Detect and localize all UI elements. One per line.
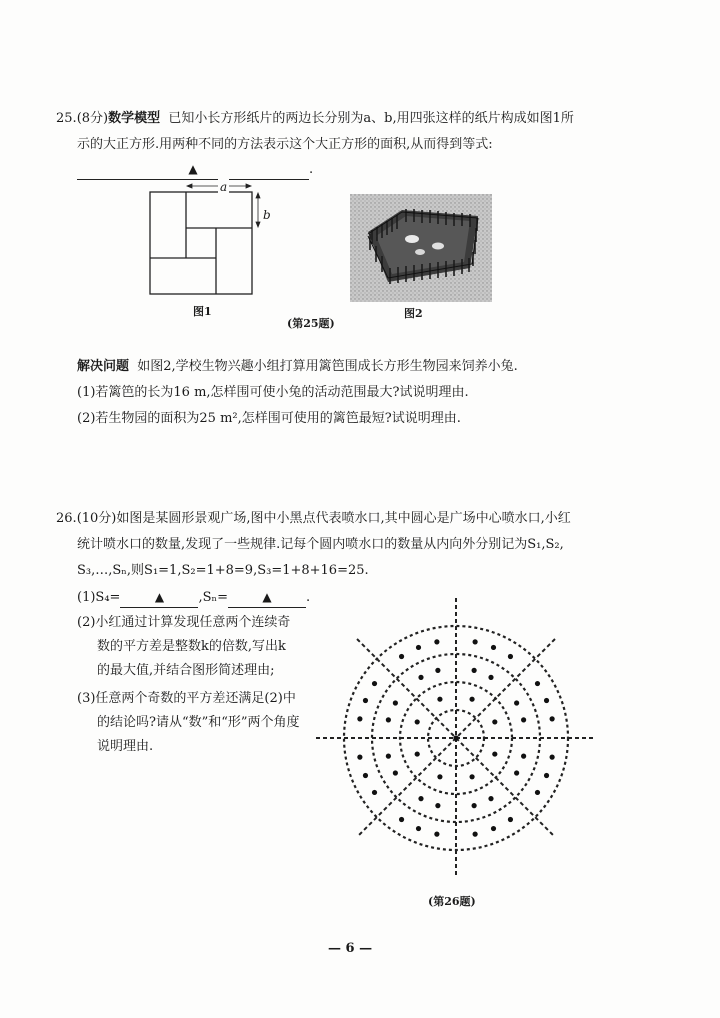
fountain-dot <box>544 698 549 703</box>
fountain-dot <box>488 796 493 801</box>
fountain-dot <box>437 697 442 702</box>
fountain-dot <box>544 773 549 778</box>
fountain-dot <box>469 697 474 702</box>
q26-text2: 统计喷水口的数量,发现了一些规律.记每个圆内喷水口的数量从内向外分别记为S₁,S₂, <box>77 537 564 552</box>
q26-sub1-end: . <box>306 590 311 605</box>
q25-answer-marker: ▲ <box>188 162 198 176</box>
q25-section2 <box>77 358 518 376</box>
q25-answer-blank <box>77 160 309 180</box>
q25-sub1: (1)若篱笆的长为16 m,怎样围可使小兔的活动范围最大?试说明理由. <box>77 385 469 400</box>
q25-text1: 已知小长方形纸片的两边长分别为a、b,用四张这样的纸片构成如图1所 <box>168 111 574 126</box>
fountain-dot <box>535 681 540 686</box>
fountain-dot <box>399 817 404 822</box>
fountain-dot <box>550 716 555 721</box>
fountain-dot <box>434 832 439 837</box>
fountain-dot <box>521 717 526 722</box>
q26-score: (10分) <box>76 511 117 526</box>
fountain-dot <box>491 826 496 831</box>
fountain-dot <box>418 675 423 680</box>
fountain-dot <box>472 803 477 808</box>
q25-figure2-enclosure <box>350 194 492 302</box>
q26-sub1 <box>77 588 310 608</box>
q26-text1: 如图是某圆形景观广场,图中小黑点代表喷水口,其中圆心是广场中心喷水口,小红 <box>116 511 571 526</box>
fig1-label-b: b <box>263 208 271 222</box>
fountain-dot <box>491 645 496 650</box>
fountain-dot <box>508 817 513 822</box>
q25-figure-caption: (第25题) <box>287 317 335 330</box>
q26-line1 <box>56 510 571 528</box>
q25-sub2: (2)若生物园的面积为25 m²,怎样围可使用的篱笆最短?试说明理由. <box>77 411 461 426</box>
q26-answer-marker-2: ▲ <box>262 590 272 604</box>
q26-sub1-s4: (1)S₄= <box>77 590 121 605</box>
q26-sub2-l3: 的最大值,并结合图形简述理由; <box>97 663 275 678</box>
q26-answer-marker-1: ▲ <box>154 590 165 604</box>
fountain-dot <box>386 754 391 759</box>
q25-section2-title: 解决问题 <box>77 359 130 374</box>
fountain-dot <box>372 681 377 686</box>
fountain-dot <box>492 751 497 756</box>
q26-sub1-blank2 <box>228 588 306 608</box>
fig1-label-a: a <box>220 180 228 194</box>
fountain-dot <box>453 735 458 740</box>
q25-answer-line <box>77 160 317 180</box>
fountain-dot <box>435 803 440 808</box>
fountain-dot <box>514 700 519 705</box>
fountain-dot <box>469 774 474 779</box>
fountain-dot <box>521 754 526 759</box>
page-number: — 6 — <box>328 941 373 956</box>
fountain-dot <box>488 675 493 680</box>
fountain-dot <box>357 716 362 721</box>
fountain-dot <box>415 719 420 724</box>
q25-line1 <box>56 110 574 128</box>
fountain-dot <box>386 717 391 722</box>
fountain-dot <box>437 774 442 779</box>
fountain-dot <box>473 832 478 837</box>
fountain-dot <box>492 719 497 724</box>
fountain-dot <box>473 639 478 644</box>
fountain-dot <box>435 668 440 673</box>
q26-figure-caption: (第26题) <box>428 895 476 908</box>
fountain-dot <box>363 698 368 703</box>
fountain-dot <box>535 790 540 795</box>
q26-sub2-l2: 数的平方差是整数k的倍数,写出k <box>97 639 286 654</box>
q26-number: 26. <box>56 511 77 526</box>
q25-number: 25. <box>56 111 77 126</box>
fountain-dot <box>399 654 404 659</box>
q25-score: (8分) <box>76 111 109 126</box>
fountain-dot <box>514 770 519 775</box>
fountain-dot <box>508 654 513 659</box>
fountain-dot <box>416 645 421 650</box>
q26-sub1-sn: ,Sₙ= <box>198 590 228 605</box>
fountain-dot <box>434 639 439 644</box>
fountain-dot <box>357 755 362 760</box>
q25-section2-text: 如图2,学校生物兴趣小组打算用篱笆围成长方形生物园来饲养小兔. <box>137 359 518 374</box>
fig1-outer-square <box>150 192 252 294</box>
q26-sub3-l3: 说明理由. <box>97 739 154 754</box>
fountain-dot <box>416 826 421 831</box>
fountain-dot <box>472 668 477 673</box>
q26-sub2-l1: (2)小红通过计算发现任意两个连续奇 <box>77 615 291 630</box>
q26-sub3-l2: 的结论吗?请从“数”和“形”两个角度 <box>97 715 300 730</box>
fountain-dot <box>415 751 420 756</box>
q25-text2: 示的大正方形.用两种不同的方法表示这个大正方形的面积,从而得到等式: <box>77 137 493 152</box>
q25-section1-title: 数学模型 <box>108 111 161 126</box>
fountain-dot <box>418 796 423 801</box>
q25-figure1 <box>140 180 270 310</box>
fig2-caption: 图2 <box>404 307 423 320</box>
fountain-dot <box>550 755 555 760</box>
q26-plaza-figure <box>318 578 598 898</box>
q25-answer-end: . <box>309 162 314 177</box>
q26-text3: S₃,…,Sₙ,则S₁=1,S₂=1+8=9,S₃=1+8+16=25. <box>77 563 369 578</box>
fig1-caption: 图1 <box>193 305 212 318</box>
q26-sub3-l1: (3)任意两个奇数的平方差还满足(2)中 <box>77 691 296 706</box>
q26-sub1-blank1 <box>120 588 198 608</box>
fountain-dot <box>372 790 377 795</box>
fountain-dot <box>393 770 398 775</box>
fountain-dot <box>393 700 398 705</box>
fountain-dot <box>363 773 368 778</box>
